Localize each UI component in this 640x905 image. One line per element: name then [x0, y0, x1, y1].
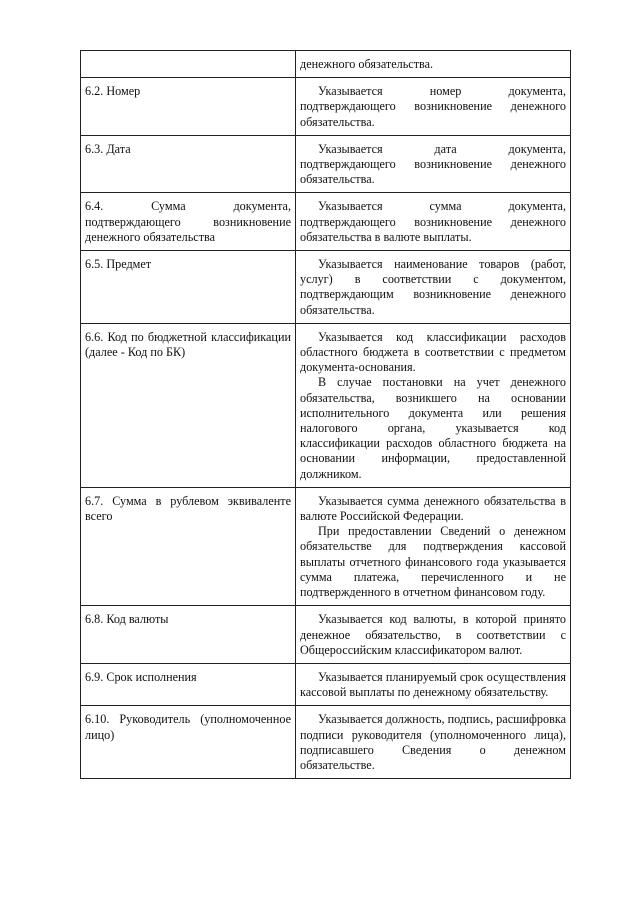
description-cell	[296, 323, 571, 487]
description-cell	[296, 51, 571, 78]
field-cell	[81, 135, 296, 193]
description-text: При предоставлении Сведений о денежном обязательстве для подтверждения кассовой выплаты отчетного финансового года указывается сумма платежа, перечисленного и не подтвержденного в отчетном финансовом году.	[300, 524, 566, 600]
table-row	[81, 487, 571, 605]
description-cell	[296, 606, 571, 664]
field-cell	[81, 606, 296, 664]
table-row	[81, 323, 571, 487]
field-label: 6.10. Руководитель (уполномоченное лицо)	[85, 712, 291, 742]
description-text: Указывается должность, подпись, расшифровка подписи руководителя (уполномоченного лица), подписавшего Сведения о денежном обязательстве.	[300, 712, 566, 772]
description-text: Указывается наименование товаров (работ, услуг) в соответствии с документом, подтверждающим возникновение денежного обязательства.	[300, 257, 566, 317]
description-text: Указывается код классификации расходов областного бюджета в соответствии с предметом документа-основания.	[300, 329, 566, 375]
field-description-table	[80, 50, 571, 779]
field-label: 6.2. Номер	[85, 84, 141, 99]
field-label: 6.6. Код по бюджетной классификации (далее - Код по БК)	[85, 329, 291, 360]
field-cell	[81, 51, 296, 78]
field-cell	[81, 193, 296, 251]
table-row	[81, 663, 571, 705]
table-row	[81, 706, 571, 779]
field-label: 6.4. Сумма документа, подтверждающего возникновение денежного обязательства	[85, 199, 291, 244]
description-cell	[296, 251, 571, 324]
description-cell	[296, 135, 571, 193]
field-cell	[81, 663, 296, 705]
description-cell	[296, 78, 571, 136]
field-cell	[81, 323, 296, 487]
field-label: 6.8. Код валюты	[85, 612, 169, 627]
table-row	[81, 193, 571, 251]
table-row	[81, 251, 571, 324]
description-text: Указывается сумма документа, подтверждающего возникновение денежного обязательства в валюте выплаты.	[300, 199, 566, 244]
field-label: 6.9. Срок исполнения	[85, 669, 197, 684]
field-label: 6.3. Дата	[85, 141, 131, 156]
description-text: Указывается код валюты, в которой принято денежное обязательство, в соответствии с Общероссийским классификатором валют.	[300, 612, 566, 657]
field-cell	[81, 706, 296, 779]
table-row	[81, 51, 571, 78]
description-text: Указывается дата документа, подтверждающего возникновение денежного обязательства.	[300, 141, 566, 187]
description-text: денежного обязательства.	[300, 57, 434, 71]
description-cell	[296, 193, 571, 251]
field-cell	[81, 487, 296, 605]
field-cell	[81, 251, 296, 324]
description-text: Указывается номер документа, подтверждающего возникновение денежного обязательства.	[300, 84, 566, 129]
description-text: Указывается сумма денежного обязательства в валюте Российской Федерации.	[300, 493, 566, 524]
field-label: 6.5. Предмет	[85, 257, 152, 272]
description-cell	[296, 663, 571, 705]
table-row	[81, 78, 571, 136]
table-row	[81, 606, 571, 664]
field-label: 6.7. Сумма в рублевом эквиваленте всего	[85, 493, 291, 524]
description-text: Указывается планируемый срок осуществления кассовой выплаты по денежному обязательству.	[300, 669, 566, 700]
field-cell	[81, 78, 296, 136]
description-cell	[296, 706, 571, 779]
description-cell	[296, 487, 571, 605]
description-text: В случае постановки на учет денежного обязательства, возникшего на основании исполнительного документа или решения налогового органа, указывается код классификации расходов областного бюджета на основании информации, предоставленной должником.	[300, 375, 566, 481]
table-row	[81, 135, 571, 193]
